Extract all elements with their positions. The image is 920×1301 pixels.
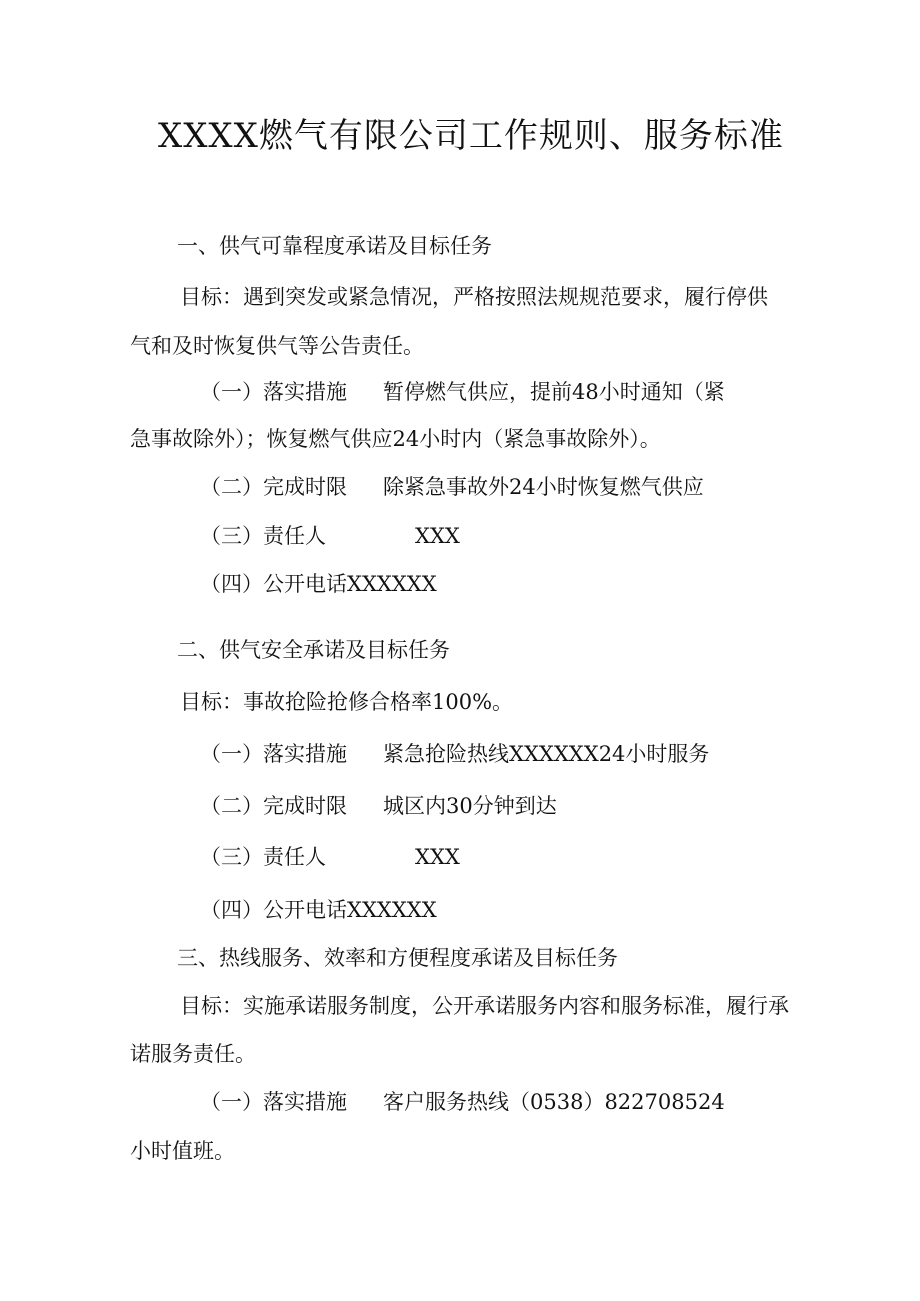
section-2-item-1-text: 紧急抢险热线XXXXXX24小时服务 xyxy=(383,742,710,766)
section-1-item-3-text: XXX xyxy=(415,524,460,548)
section-1-item-1-label: （一）落实措施 xyxy=(200,380,347,404)
section-2-item-3-text: XXX xyxy=(415,845,460,869)
section-2-heading: 二、供气安全承诺及目标任务 xyxy=(177,638,450,662)
page-title: XXXX燃气有限公司工作规则、服务标准 xyxy=(158,116,784,156)
section-3-heading: 三、热线服务、效率和方便程度承诺及目标任务 xyxy=(177,946,618,970)
section-2-item-2-label: （二）完成时限 xyxy=(200,794,347,818)
section-1-item-1-text-line-2: 急事故除外）；恢复燃气供应24小时内（紧急事故除外）。 xyxy=(130,427,661,451)
section-1-item-3-label: （三）责任人 xyxy=(200,524,326,548)
section-1-item-1-text-line-1: 暂停燃气供应，提前48小时通知（紧 xyxy=(383,380,725,404)
section-2-item-4: （四）公开电话XXXXXX xyxy=(200,898,437,922)
section-2-item-3-label: （三）责任人 xyxy=(200,845,326,869)
section-3-item-1-label: （一）落实措施 xyxy=(200,1090,347,1114)
section-1-goal-line-1: 目标：遇到突发或紧急情况，严格按照法规规范要求，履行停供 xyxy=(180,285,768,309)
section-3-goal-line-2: 诺服务责任。 xyxy=(130,1042,256,1066)
section-1-item-4: （四）公开电话XXXXXX xyxy=(200,572,437,596)
section-3-item-1-text-line-1: 客户服务热线（0538）822708524 xyxy=(383,1090,725,1114)
section-3-item-1-text-line-2: 小时值班。 xyxy=(130,1139,235,1163)
section-1-goal-line-2: 气和及时恢复供气等公告责任。 xyxy=(130,334,424,358)
section-2-goal: 目标：事故抢险抢修合格率100%。 xyxy=(180,690,514,714)
section-2-item-2-text: 城区内30分钟到达 xyxy=(383,794,557,818)
section-1-item-2-text: 除紧急事故外24小时恢复燃气供应 xyxy=(383,475,704,499)
section-1-item-2-label: （二）完成时限 xyxy=(200,475,347,499)
section-1-heading: 一、供气可靠程度承诺及目标任务 xyxy=(177,234,492,258)
section-2-item-1-label: （一）落实措施 xyxy=(200,742,347,766)
section-3-goal-line-1: 目标：实施承诺服务制度，公开承诺服务内容和服务标准，履行承 xyxy=(180,994,789,1018)
